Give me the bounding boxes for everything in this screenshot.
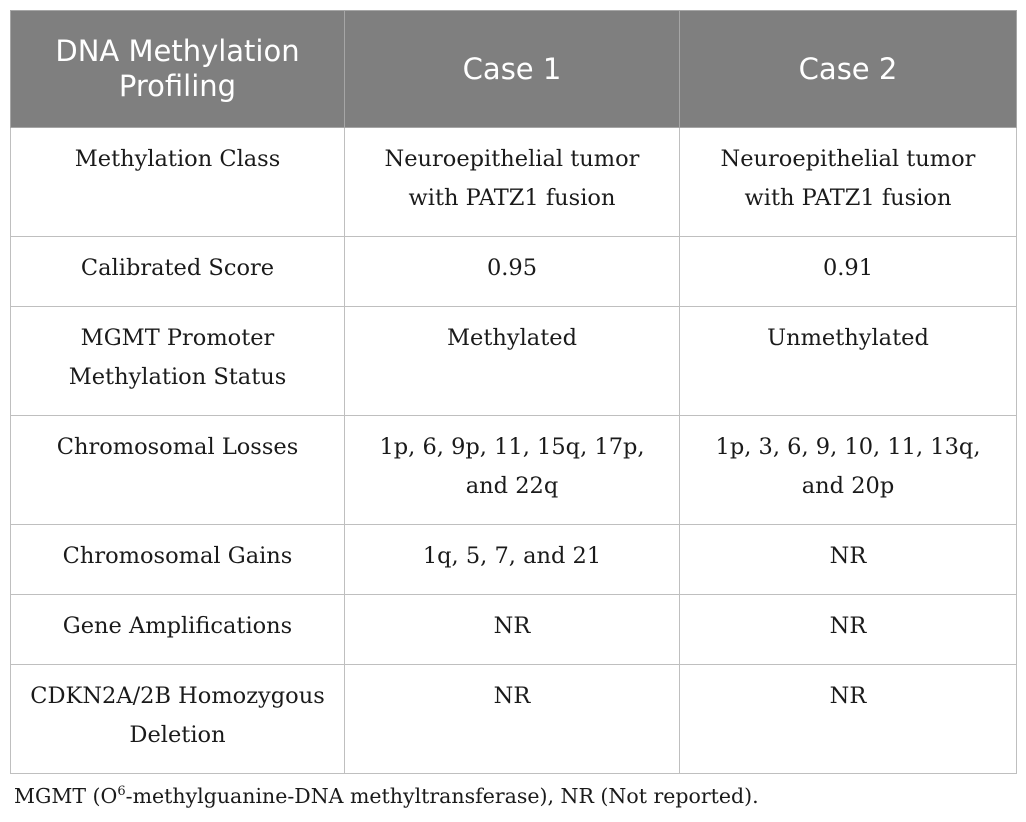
case-2-value-cell: NR [680, 665, 1017, 774]
footnote-superscript: 6 [117, 784, 126, 799]
case-1-value-cell: Neuroepithelial tumor with PATZ1 fusion [345, 128, 680, 237]
case-1-value-cell: NR [345, 665, 680, 774]
footnote-prefix: MGMT (O [14, 784, 118, 808]
row-label-cell: Chromosomal Gains [11, 525, 345, 595]
table-footnote [14, 784, 759, 808]
table-header-row [11, 11, 1017, 128]
row-label-cell: Chromosomal Losses [11, 416, 345, 525]
case-2-value-cell: NR [680, 595, 1017, 665]
table-row [11, 128, 1017, 237]
table-row [11, 237, 1017, 307]
case-2-value-cell: Neuroepithelial tumor with PATZ1 fusion [680, 128, 1017, 237]
table-row [11, 595, 1017, 665]
case-1-value-cell: Methylated [345, 307, 680, 416]
case-1-value-cell: 1p, 6, 9p, 11, 15q, 17p, and 22q [345, 416, 680, 525]
row-label-cell: MGMT Promoter Methylation Status [11, 307, 345, 416]
footnote-suffix: -methylguanine-DNA methyltransferase), NR (Not reported). [125, 784, 759, 808]
case-2-value-cell: Unmethylated [680, 307, 1017, 416]
case-2-value-cell: 0.91 [680, 237, 1017, 307]
row-label-cell: CDKN2A/2B Homozygous Deletion [11, 665, 345, 774]
header-cell-profiling: DNA Methylation Profiling [11, 11, 345, 128]
table-row [11, 416, 1017, 525]
data-table-container [10, 10, 1016, 774]
table-row [11, 307, 1017, 416]
case-2-value-cell: 1p, 3, 6, 9, 10, 11, 13q, and 20p [680, 416, 1017, 525]
case-2-value-cell: NR [680, 525, 1017, 595]
row-label-cell: Calibrated Score [11, 237, 345, 307]
header-cell-case-1: Case 1 [345, 11, 680, 128]
row-label-cell: Methylation Class [11, 128, 345, 237]
methylation-profiling-table [10, 10, 1017, 774]
header-cell-case-2: Case 2 [680, 11, 1017, 128]
table-row [11, 665, 1017, 774]
row-label-cell: Gene Amplifications [11, 595, 345, 665]
table-row [11, 525, 1017, 595]
case-1-value-cell: NR [345, 595, 680, 665]
case-1-value-cell: 1q, 5, 7, and 21 [345, 525, 680, 595]
case-1-value-cell: 0.95 [345, 237, 680, 307]
